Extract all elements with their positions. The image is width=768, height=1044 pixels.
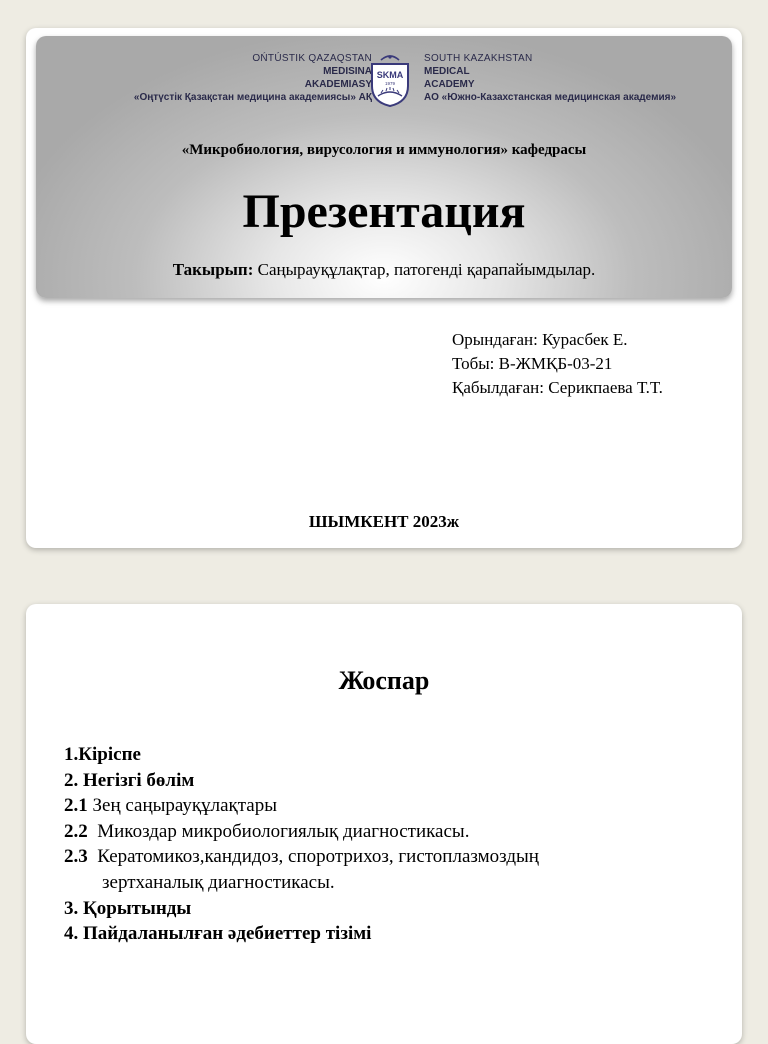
plan-item-text: Зең саңырауқұлақтары [87,795,277,817]
plan-item-continuation [64,870,704,896]
plan-item [64,844,704,870]
plan-item [64,921,704,947]
city-year: ШЫМКЕНТ 2023ж [308,512,460,531]
plan-item-num: 2.3 [64,846,88,868]
plan-item-text: зертханалық диагностикасы. [102,871,335,893]
plan-title: Жоспар [338,666,430,695]
plan-list [64,742,704,947]
emblem-text: SKMA [376,70,404,80]
skma-emblem-icon [369,52,411,108]
logo-left-line4: «Оңтүстік Қазақстан медицина академиясы» АҚ [133,92,372,103]
plan-item-num: 4. [64,923,79,945]
plan-item-text: Қорытынды [78,897,192,919]
topic-label: Такырып: [172,260,254,279]
plan-item-text: Кіріспе [78,744,141,765]
author-reviewer: Қабылдаған: Серикпаева Т.Т. [452,378,663,397]
logo-left-line2: MEDISINA [323,66,372,77]
header-banner [36,36,732,298]
plan-item [64,896,704,922]
topic-text: Саңырауқұлақтар, патогенді қарапайымдылар. [253,260,596,279]
title-slide [26,28,742,548]
academy-logo [36,52,732,112]
plan-item-text: Кератомикоз,кандидоз, споротрихоз, гистоплазмоздың [87,846,539,868]
author-info [452,328,663,400]
plan-item-text: Негізгі бөлім [78,769,195,791]
plan-item-num: 3. [64,897,79,919]
logo-text-left [134,52,372,104]
presentation-title: Презентация [242,185,526,238]
plan-item-num: 2.1 [64,795,88,817]
plan-item [64,793,704,819]
plan-item-text: Микоздар микробиологиялық диагностикасы. [87,820,470,842]
emblem-year: 1979 [384,81,396,86]
plan-item [64,768,704,794]
plan-item [64,742,704,768]
plan-slide [26,604,742,1044]
plan-item-text: Пайдаланылған әдебиеттер тізімі [78,923,372,945]
logo-right-line4: АО «Южно-Казахстанская медицинская академия» [424,92,677,103]
logo-left-line3: AKADEMIASY [304,79,372,90]
logo-right-line1: SOUTH KAZAKHSTAN [424,53,533,64]
department-name: «Микробиология, вирусология и иммунология» кафедрасы [181,142,587,158]
logo-right-line3: ACADEMY [424,79,475,90]
logo-left-line1: OŃTÚSTIK QAZAQSTAN [252,53,372,64]
plan-item [64,819,704,845]
logo-right-line2: MEDICAL [424,66,470,77]
plan-item-num: 2. [64,769,79,791]
topic-line [36,260,732,280]
author-group: Тобы: В-ЖМҚБ-03-21 [452,354,613,373]
plan-item-num: 2.2 [64,820,88,842]
plan-item-num: 1. [64,744,79,765]
author-performer: Орындаған: Курасбек Е. [452,330,628,349]
logo-text-right [424,52,676,104]
